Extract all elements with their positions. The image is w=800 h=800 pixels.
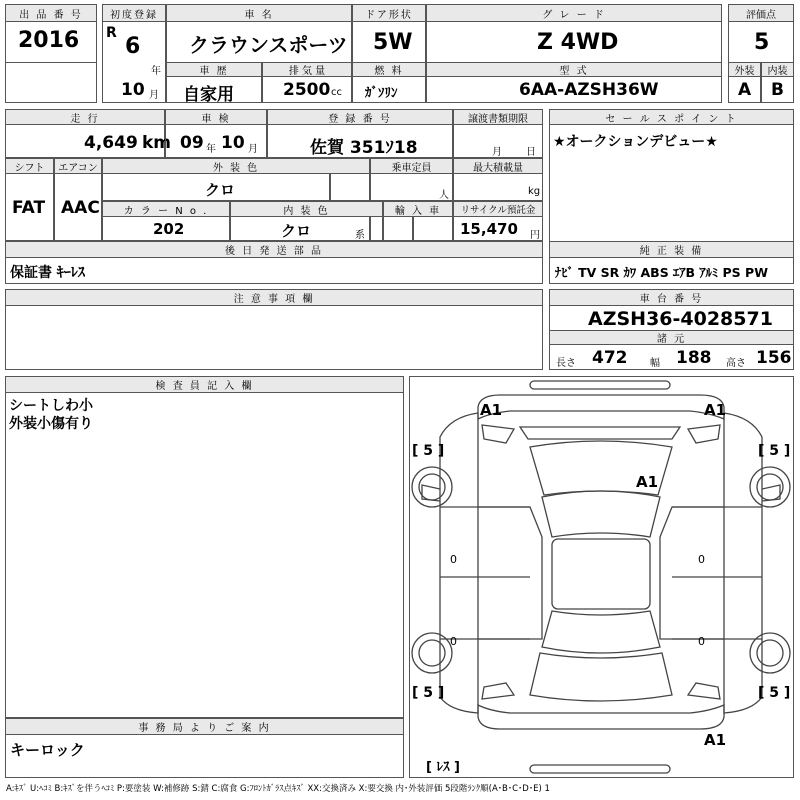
max-load-unit: kg: [528, 186, 541, 197]
int-cell: [761, 76, 794, 103]
right-taillight: [688, 683, 720, 699]
specs-cell: [549, 344, 794, 370]
transfer-label: 譲渡書類期限: [453, 109, 543, 125]
transfer-month: 月: [492, 147, 502, 158]
front-bumper-bar: [530, 381, 670, 389]
model-cell: [426, 76, 722, 103]
fuel-label: 燃 料: [352, 62, 426, 77]
later-parts-label: 後 日 発 送 部 品: [5, 241, 543, 258]
first-reg-label: 初度登録: [102, 4, 166, 22]
car-name-cell: [166, 21, 352, 63]
insp-month-unit: 月: [248, 144, 258, 155]
insp-year: 09: [180, 133, 204, 153]
insp-year-unit: 年: [206, 144, 216, 155]
era: R: [106, 25, 117, 41]
transfer-cell: [453, 124, 543, 158]
office-cell: [5, 734, 404, 778]
front-bumper: [478, 395, 727, 419]
inspection-label: 車 検: [165, 109, 267, 125]
spare-tire: [ ﾚｽ ]: [426, 760, 460, 775]
tire-front-right: [ 5 ]: [758, 443, 791, 459]
width: 188: [676, 348, 712, 368]
car-name: クラウンスポーツ: [189, 33, 348, 57]
damage-mark-rear-right: A1: [704, 731, 727, 749]
left-doors: [478, 507, 542, 639]
capacity-cell: [370, 173, 453, 201]
int-color-label: 内 装 色: [230, 201, 383, 217]
right-doors: [660, 507, 724, 639]
chassis-label: 車 台 番 号: [549, 289, 794, 306]
reg-no: 佐賀 351ｿ18: [310, 138, 418, 158]
rear-bumper: [478, 705, 724, 729]
doors: 5W: [373, 30, 413, 55]
trunk: [530, 653, 672, 701]
fuel: ｶﾞｿﾘﾝ: [365, 86, 398, 101]
int-color-cell: [230, 216, 370, 241]
history-cell: [166, 76, 262, 103]
sales-point: ★オークションデビュー★: [553, 134, 718, 150]
car-name-label: 車 名: [166, 4, 352, 22]
max-load-label: 最大積載量: [453, 158, 543, 174]
door-zero-2: 0: [698, 553, 705, 566]
tire-rear-left: [ 5 ]: [412, 685, 445, 701]
damage-mark-front-left: A1: [480, 401, 503, 419]
first-reg-year: 6: [125, 34, 141, 59]
displacement-label: 排 気 量: [262, 62, 352, 77]
displacement-cell: [262, 76, 352, 103]
mileage-unit: km: [142, 133, 172, 153]
capacity-unit: 人: [439, 190, 449, 201]
recycle: 15,470: [460, 220, 518, 238]
first-reg-month: 10: [121, 80, 145, 100]
import-cell-b: [413, 216, 453, 241]
ext-color: クロ: [205, 181, 236, 199]
import-cell-a: [383, 216, 413, 241]
rear-right-wheel: [750, 633, 790, 673]
chassis-cell: [549, 305, 794, 331]
mileage-cell: [5, 124, 172, 158]
door-zero-4: 0: [698, 635, 705, 648]
chassis: AZSH36-4028571: [588, 308, 773, 330]
model-label: 型 式: [426, 62, 722, 77]
grade-cell: [426, 21, 722, 63]
color-no: 202: [153, 220, 185, 238]
year-unit: 年: [151, 66, 161, 77]
legend: A:ｷｽﾞ U:ﾍｺﾐ B:ｷｽﾞを伴うﾍｺﾐ P:要塗装 W:補修跡 S:錆 C:腐食 G:ﾌﾛﾝﾄｶﾞﾗｽ点ｷｽﾞ XX:交換済み X:要交換 内･外装評価 5段階ﾗﾝｸ順(A･B･C･D･E) 1: [6, 784, 550, 794]
color-no-cell: [102, 216, 230, 241]
rear-left-rim: [419, 640, 445, 666]
aircon: AAC: [61, 198, 100, 218]
int-color-extra: [370, 216, 383, 241]
shift: FAT: [12, 198, 46, 218]
grade: Z 4WD: [537, 30, 619, 55]
windshield: [542, 491, 660, 537]
history: 自家用: [183, 85, 234, 105]
import-label: 輸 入 車: [383, 201, 453, 217]
later-parts: 保証書 ｷｰﾚｽ: [10, 265, 85, 281]
notes-cell: [5, 305, 543, 370]
displacement: 2500: [283, 80, 331, 100]
int-label: 内装: [761, 62, 794, 77]
ext-grade: A: [738, 80, 752, 100]
sales-point-label: セ ー ル ス ポ イ ン ト: [549, 109, 794, 125]
capacity-label: 乗車定員: [370, 158, 453, 174]
equipment-cell: [549, 257, 794, 284]
inspector-label: 検 査 員 記 入 欄: [5, 376, 404, 393]
reg-no-label: 登 録 番 号: [267, 109, 453, 125]
inspector-cell: [5, 392, 404, 718]
inspector-note-1: シートしわ小: [9, 398, 93, 414]
aircon-label: エアコン: [54, 158, 102, 174]
ext-label: 外装: [728, 62, 761, 77]
car-diagram-box: [409, 376, 794, 778]
doors-cell: [352, 21, 426, 63]
grille: [520, 427, 680, 439]
model: 6AA-AZSH36W: [519, 80, 659, 100]
insp-month: 10: [221, 133, 245, 153]
tire-rear-right: [ 5 ]: [758, 685, 791, 701]
specs-label: 諸 元: [549, 330, 794, 345]
lot-no: 2016: [18, 28, 80, 53]
ext-color-extra: [330, 173, 370, 201]
lot-no-cell: [5, 21, 97, 63]
equipment: ﾅﾋﾞ TV SR ｶﾜ ABS ｴｱB ｱﾙﾐ PS PW: [555, 265, 768, 280]
height: 156: [756, 348, 792, 368]
mileage-label: 走 行: [5, 109, 165, 125]
ext-cell: [728, 76, 761, 103]
ext-color-cell: [102, 173, 330, 201]
grade-label: グ レ ー ド: [426, 4, 722, 22]
score-label: 評価点: [728, 4, 794, 22]
left-headlight: [482, 425, 514, 443]
length: 472: [592, 348, 628, 368]
office-note: キーロック: [10, 741, 85, 759]
ext-color-label: 外 装 色: [102, 158, 370, 174]
history-label: 車 歴: [166, 62, 262, 77]
month-unit: 月: [149, 90, 159, 101]
doors-label: ドア形状: [352, 4, 426, 22]
aircon-cell: [54, 173, 102, 241]
door-zero-1: 0: [450, 553, 457, 566]
rear-bumper-bar: [530, 765, 670, 773]
rear-window: [542, 611, 660, 653]
recycle-cell: [453, 216, 543, 241]
lot-no-blank: [5, 62, 97, 103]
tire-front-left: [ 5 ]: [412, 443, 445, 459]
lot-no-label: 出 品 番 号: [5, 4, 97, 22]
score-cell: [728, 21, 794, 63]
door-zero-3: 0: [450, 635, 457, 648]
roof: [552, 539, 650, 609]
int-color: クロ: [281, 222, 312, 240]
mileage: 4,649: [84, 133, 138, 153]
inspection-cell: [165, 124, 267, 158]
office-label: 事 務 局 よ り ご 案 内: [5, 718, 404, 735]
first-reg-cell: [102, 21, 166, 103]
score: 5: [754, 30, 770, 55]
car-diagram: [410, 377, 793, 777]
int-color-unit: 系: [355, 230, 365, 241]
displacement-unit: cc: [331, 87, 342, 98]
rear-left-wheel: [412, 633, 452, 673]
shift-label: シフト: [5, 158, 54, 174]
transfer-day: 日: [526, 147, 536, 158]
later-parts-cell: [5, 257, 543, 284]
length-label: 長さ: [556, 358, 576, 369]
sales-point-cell: [549, 124, 794, 242]
rear-right-rim: [757, 640, 783, 666]
notes-label: 注 意 事 項 欄: [5, 289, 543, 306]
equipment-label: 純 正 装 備: [549, 241, 794, 258]
left-taillight: [482, 683, 514, 699]
recycle-unit: 円: [530, 230, 540, 241]
right-headlight: [688, 425, 720, 443]
int-grade: B: [771, 80, 784, 100]
max-load-cell: [453, 173, 543, 201]
recycle-label: リサイクル預託金: [453, 201, 543, 217]
shift-cell: [5, 173, 54, 241]
color-no-label: カ ラ ー N o .: [102, 201, 230, 217]
reg-no-cell: [267, 124, 453, 158]
damage-mark-hood: A1: [636, 473, 659, 491]
height-label: 高さ: [726, 358, 746, 369]
fuel-cell: [352, 76, 426, 103]
width-label: 幅: [650, 358, 660, 369]
damage-mark-front-right: A1: [704, 401, 727, 419]
inspector-note-2: 外装小傷有り: [9, 416, 93, 432]
